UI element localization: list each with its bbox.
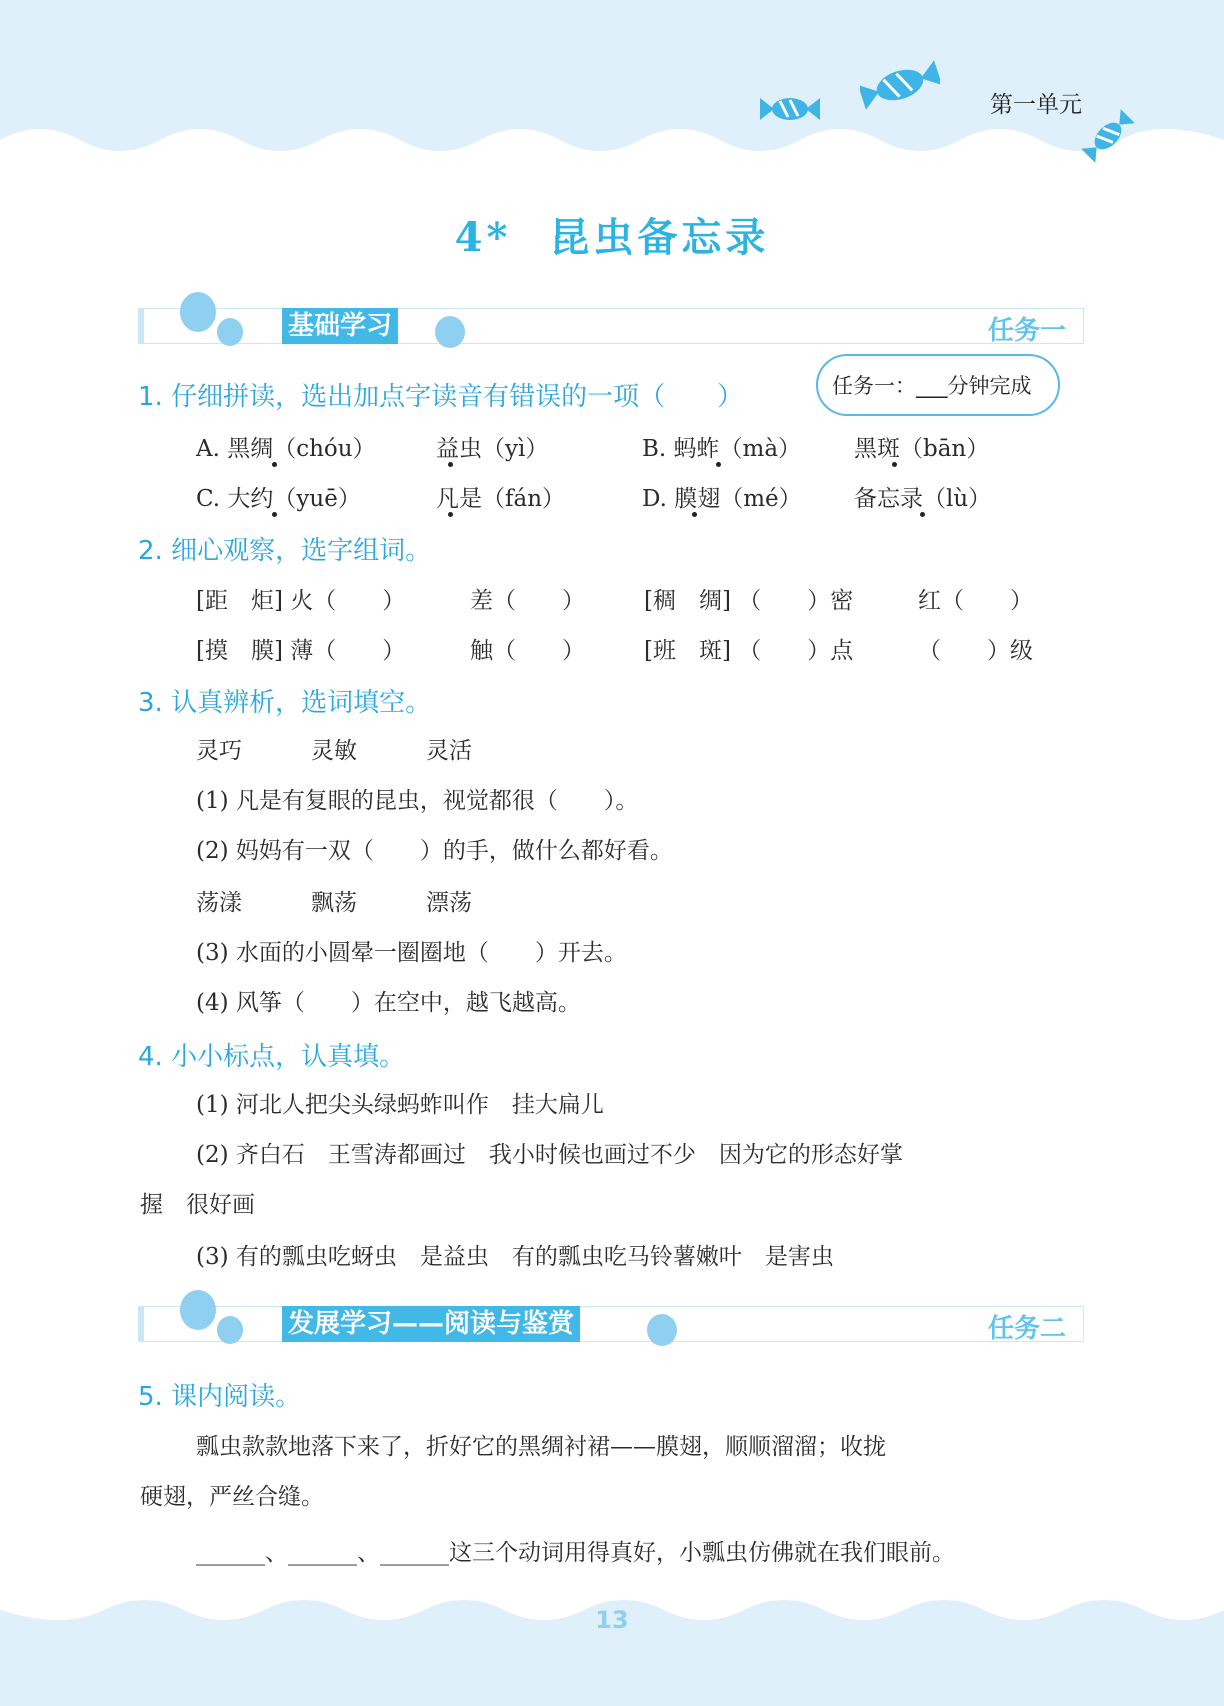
lesson-number: 4* (454, 214, 512, 261)
q2-item: [摸 膜] 薄（ ） (196, 638, 406, 664)
q2-item: （ ）级 (918, 638, 1033, 664)
option-b: B. 蚂蚱（mà） (642, 436, 802, 462)
sentence: (1) 河北人把尖头绿蚂蚱叫作 挂大扁儿 (196, 1092, 604, 1118)
section-tag: 发展学习——阅读与鉴赏 (282, 1306, 580, 1342)
page-number: 13 (595, 1606, 629, 1634)
lesson-name: 昆虫备忘录 (549, 214, 770, 261)
option-a: A. 黑绸（chóu） (196, 436, 376, 462)
question-1-stem: 1. 仔细拼读，选出加点字读音有错误的一项（ ） (138, 382, 744, 412)
balloon-icon (644, 1312, 684, 1352)
question-5-stem: 5. 课内阅读。 (138, 1382, 302, 1412)
sentence: (2) 妈妈有一双（ ）的手，做什么都好看。 (196, 838, 673, 864)
header-background (0, 0, 1224, 170)
emphasis-dot (892, 462, 897, 467)
option-d-2: 备忘录（lù） (854, 486, 992, 512)
unit-label: 第一单元 (990, 92, 1082, 118)
sentence: (2) 齐白石 王雪涛都画过 我小时候也画过不少 因为它的形态好掌 (196, 1142, 903, 1168)
emphasis-dot (920, 512, 925, 517)
option-b-2: 黑斑（bān） (854, 436, 990, 462)
passage-line: 瓢虫款款地落下来了，折好它的黑绸衬裙——膜翅，顺顺溜溜；收拢 (196, 1434, 886, 1460)
question-2-stem: 2. 细心观察，选字组词。 (138, 536, 432, 566)
sentence: (1) 凡是有复眼的昆虫，视觉都很（ ）。 (196, 788, 639, 814)
question-3-stem: 3. 认真辨析，选词填空。 (138, 688, 432, 718)
candy-icon (1080, 108, 1136, 164)
sentence: (4) 风筝（ ）在空中，越飞越高。 (196, 990, 581, 1016)
section-header-bar (138, 308, 1084, 344)
emphasis-dot (272, 462, 277, 467)
balloon-icon (432, 314, 472, 354)
question-4-stem: 4. 小小标点，认真填。 (138, 1042, 406, 1072)
emphasis-dot (716, 462, 721, 467)
emphasis-dot (448, 462, 453, 467)
sentence: (3) 有的瓢虫吃蚜虫 是益虫 有的瓢虫吃马铃薯嫩叶 是害虫 (196, 1244, 834, 1270)
answer-line: ______、______、______这三个动词用得真好，小瓢虫仿佛就在我们眼前。 (196, 1540, 955, 1566)
option-d: D. 膜翅（mé） (642, 486, 802, 512)
q2-item: 触（ ） (470, 638, 585, 664)
header-wave (0, 0, 1224, 170)
section-tag: 基础学习 (282, 308, 398, 344)
emphasis-dot (272, 512, 277, 517)
q2-item: [稠 绸] （ ）密 (644, 588, 854, 614)
passage-line: 硬翅，严丝合缝。 (140, 1484, 324, 1510)
word-choices: 荡漾 飘荡 漂荡 (196, 890, 472, 916)
lesson-title (0, 206, 1224, 263)
candy-icon (760, 92, 820, 126)
balloon-icon (178, 1288, 256, 1350)
q2-item: [距 炬] 火（ ） (196, 588, 406, 614)
q2-item: 差（ ） (470, 588, 585, 614)
candy-icon (860, 60, 940, 110)
option-c: C. 大约（yuē） (196, 486, 361, 512)
sentence: (3) 水面的小圆晕一圈圈地（ ）开去。 (196, 940, 627, 966)
q2-item: [班 斑] （ ）点 (644, 638, 854, 664)
option-a-2: 益虫（yì） (436, 436, 549, 462)
balloon-icon (178, 290, 256, 352)
task-label: 任务二 (988, 1314, 1067, 1344)
sentence: 握 很好画 (140, 1192, 255, 1218)
section-header-bar (138, 1306, 1084, 1342)
q2-item: 红（ ） (918, 588, 1033, 614)
option-c-2: 凡是（fán） (436, 486, 566, 512)
timer-text: 任务一：___分钟完成 (832, 374, 1032, 398)
emphasis-dot (692, 512, 697, 517)
emphasis-dot (448, 512, 453, 517)
task-label: 任务一 (988, 316, 1067, 346)
word-choices: 灵巧 灵敏 灵活 (196, 738, 472, 764)
